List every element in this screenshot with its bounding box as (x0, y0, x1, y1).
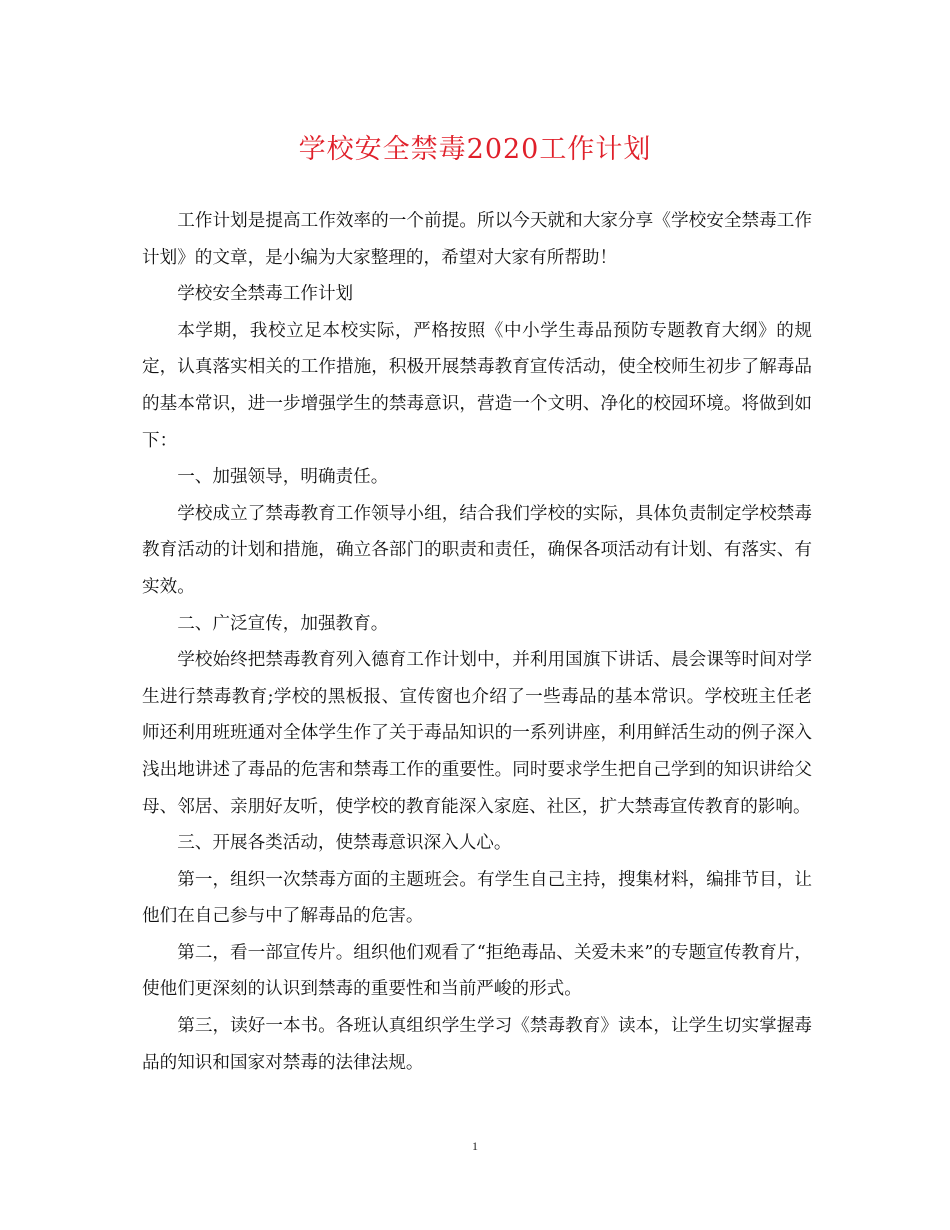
paragraph-section-1: 学校成立了禁毒教育工作领导小组，结合我们学校的实际，具体负责制定学校禁毒教育活动的计划和措施，确立各部门的职责和责任，确保各项活动有计划、有落实、有实效。 (142, 503, 812, 597)
section-heading-1: 一、加强领导，明确责任。 (177, 467, 389, 488)
section-heading-2: 二、广泛宣传，加强教育。 (177, 613, 389, 634)
paragraph-activity-3: 第三，读好一本书。各班认真组织学生学习《禁毒教育》读本，让学生切实掌握毒品的知识和国家对禁毒的法律法规。 (142, 1016, 812, 1073)
section-heading-3: 三、开展各类活动，使禁毒意识深入人心。 (177, 833, 512, 854)
paragraph-activity-2: 第二，看一部宣传片。组织他们观看了“拒绝毒品、关爱未来”的专题宣传教育片，使他们更深刻的认识到禁毒的重要性和当前严峻的形式。 (142, 942, 812, 1000)
paragraph-activity-1: 第一，组织一次禁毒方面的主题班会。有学生自己主持，搜集材料，编排节目，让他们在自己参与中了解毒品的危害。 (142, 869, 812, 927)
paragraph-intro: 工作计划是提高工作效率的一个前提。所以今天就和大家分享《学校安全禁毒工作计划》的文章，是小编为大家整理的，希望对大家有所帮助！ (142, 211, 812, 268)
page-number: 1 (472, 1139, 478, 1153)
paragraph-subtitle: 学校安全禁毒工作计划 (177, 284, 354, 305)
document-title: 学校安全禁毒2020工作计划 (298, 134, 652, 165)
paragraph-overview: 本学期，我校立足本校实际，严格按照《中小学生毒品预防专题教育大纲》的规定，认真落实相关的工作措施，积极开展禁毒教育宣传活动，使全校师生初步了解毒品的基本常识，进一步增强学生的禁毒意识，营造一个文明、净化的校园环境。将做到如下： (142, 320, 812, 451)
paragraph-section-2: 学校始终把禁毒教育列入德育工作计划中，并利用国旗下讲话、晨会课等时间对学生进行禁毒教育;学校的黑板报、宣传窗也介绍了一些毒品的基本常识。学校班主任老师还利用班班通对全体学生作了关于毒品知识的一系列讲座，利用鲜活生动的例子深入浅出地讲述了毒品的危害和禁毒工作的重要性。同时要求学生把自己学到的知识讲给父母、邻居、亲朋好友听，使学校的教育能深入家庭、社区，扩大禁毒宣传教育的影响。 (142, 650, 812, 817)
document-body (142, 203, 812, 1081)
